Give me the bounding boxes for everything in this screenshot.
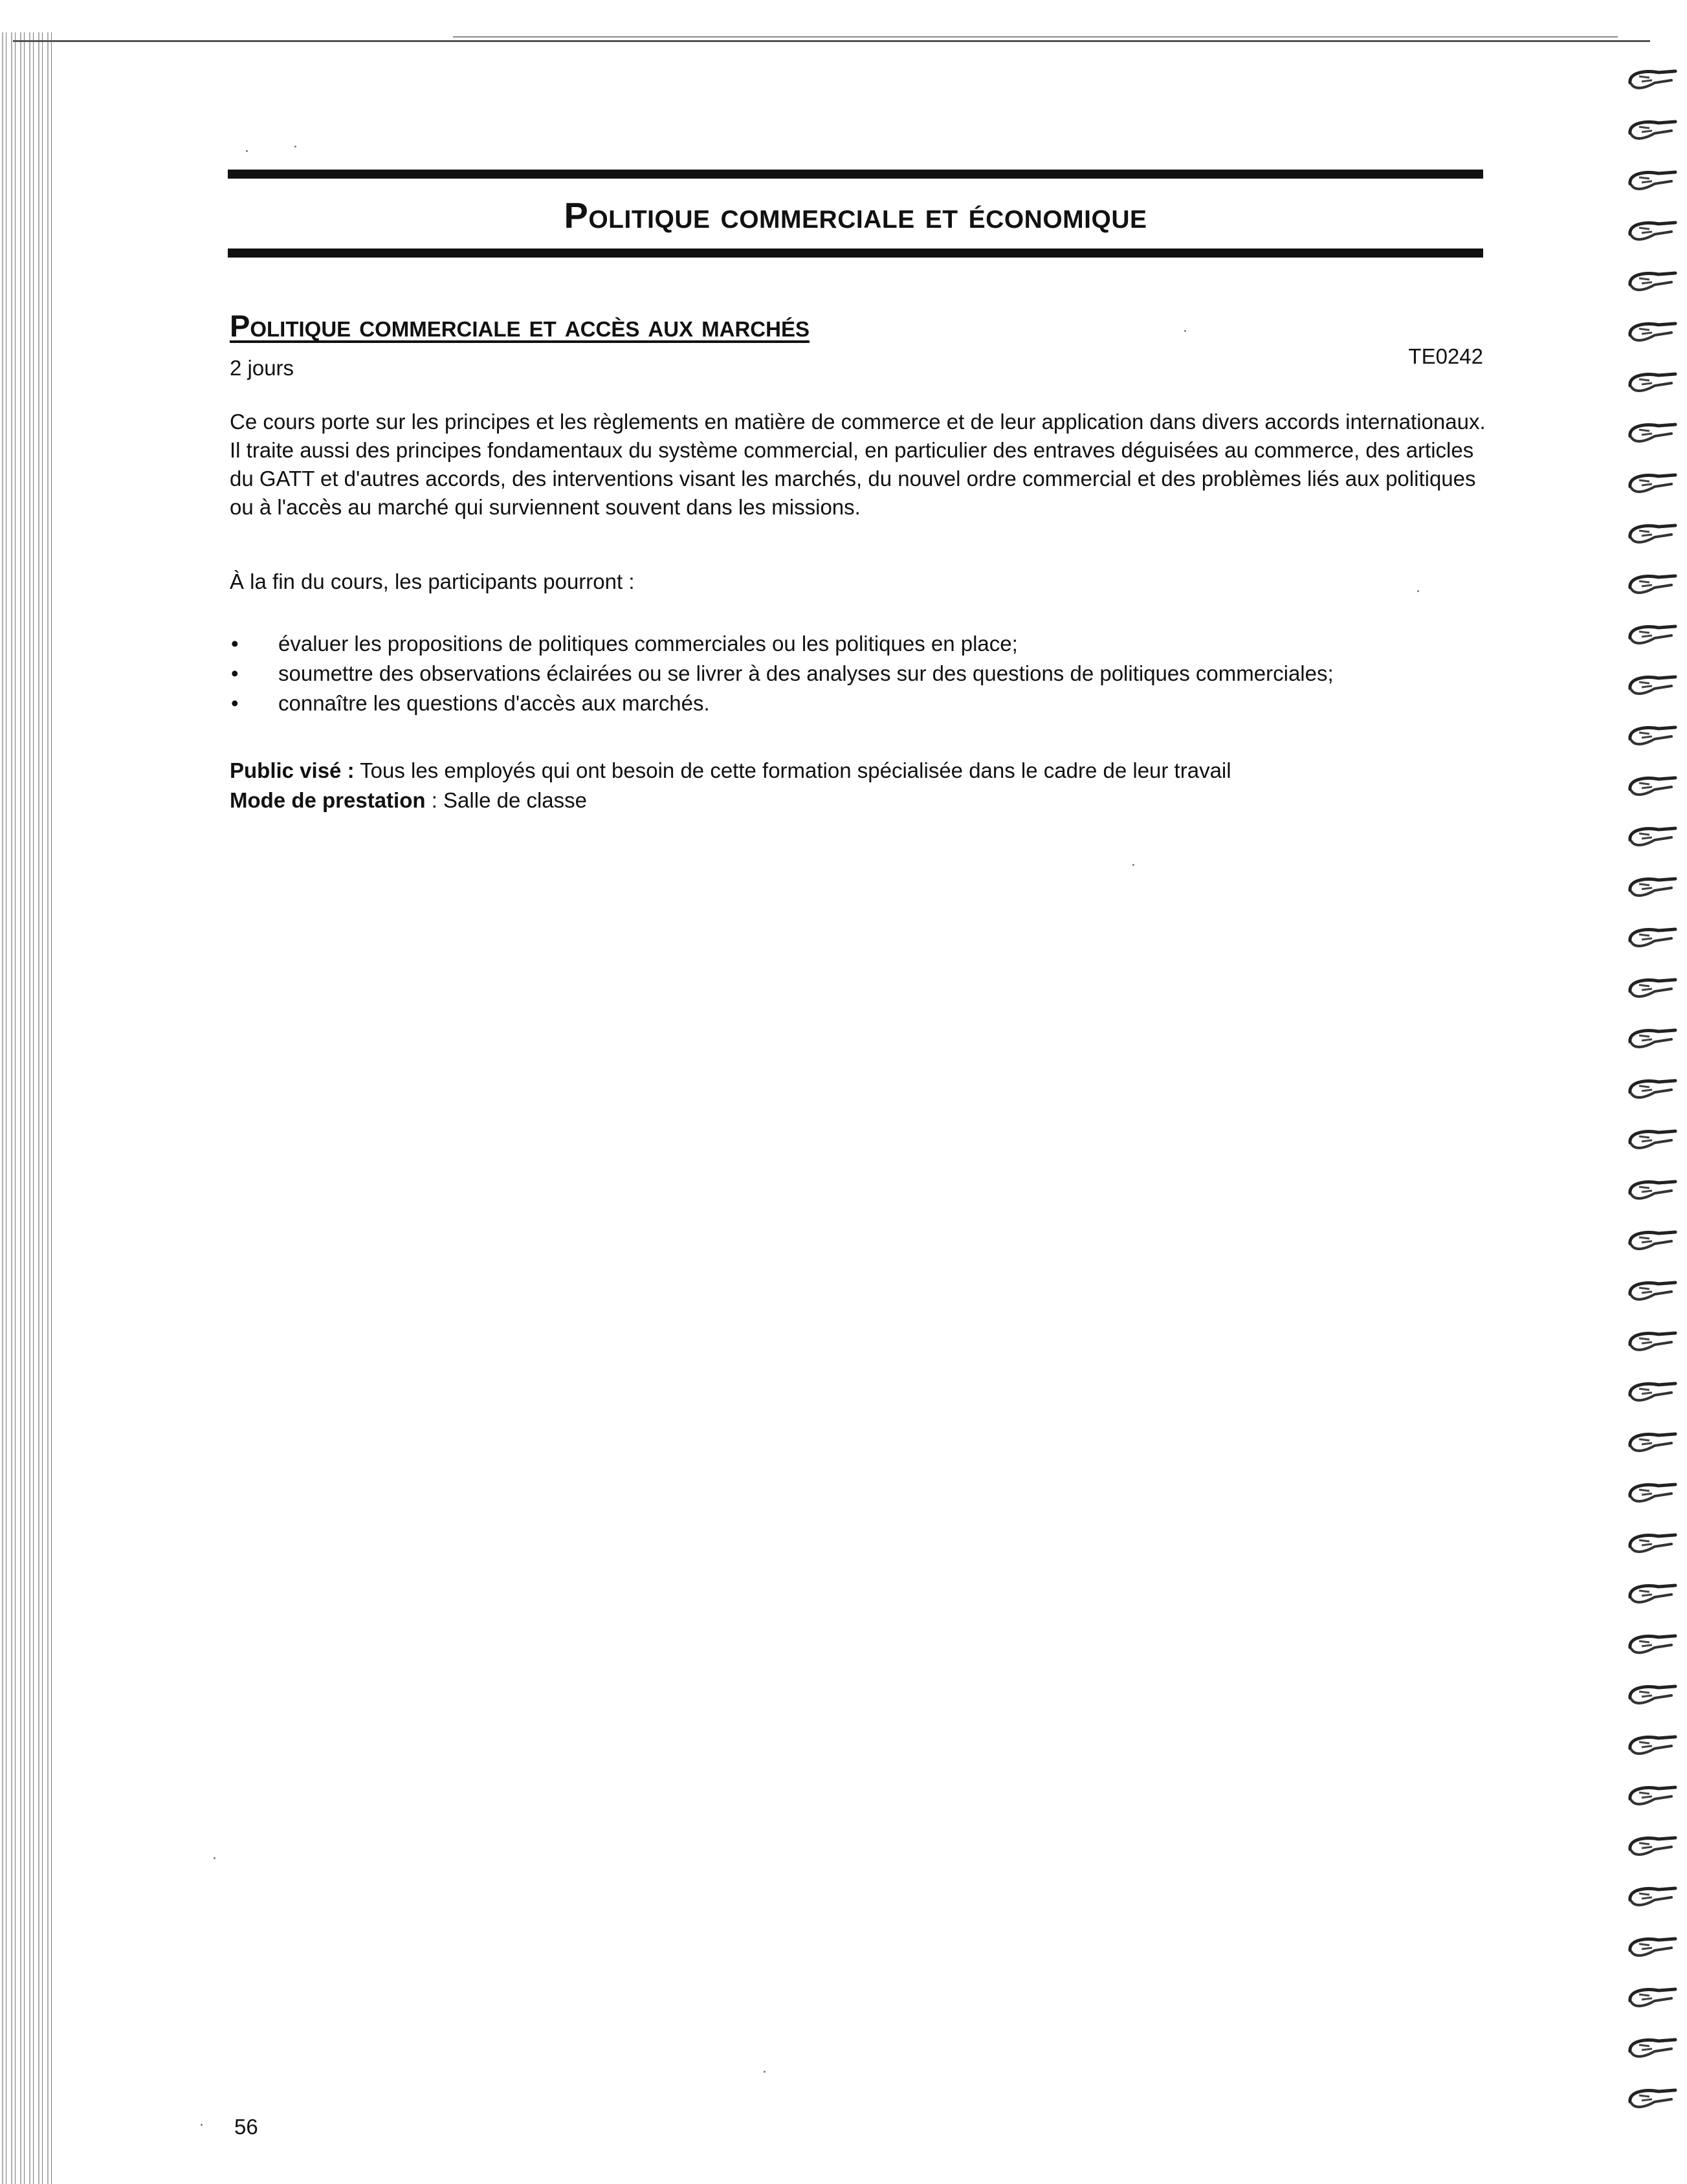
spiral-ring: [1626, 1528, 1678, 1558]
spiral-ring: [1626, 166, 1678, 195]
scan-speck: [246, 150, 248, 152]
delivery-mode: [230, 788, 587, 813]
spiral-ring: [1626, 1983, 1678, 2013]
scan-top-edge: [13, 40, 1650, 42]
scan-speck: [764, 2071, 766, 2073]
scan-top-edge-shadow: [453, 36, 1618, 38]
spiral-ring: [1626, 317, 1678, 347]
spiral-ring: [1626, 1276, 1678, 1306]
delivery-label: Mode de prestation: [230, 788, 426, 812]
spiral-ring: [1626, 872, 1678, 902]
delivery-value: Salle de classe: [443, 788, 588, 812]
objectives-intro: À la fin du cours, les participants pourront :: [230, 569, 635, 593]
spiral-ring: [1626, 1226, 1678, 1255]
scan-speck: [201, 2124, 203, 2126]
title-rule-bottom: [228, 248, 1483, 258]
objective-text: évaluer les propositions de politiques commerciales ou les politiques en place;: [278, 632, 1018, 656]
objective-item: [230, 689, 1334, 718]
spiral-ring: [1626, 569, 1678, 599]
spiral-ring: [1626, 670, 1678, 700]
spiral-ring: [1626, 973, 1678, 1003]
title-rule-top: [228, 170, 1483, 179]
spiral-ring: [1626, 1377, 1678, 1407]
spiral-ring: [1626, 1882, 1678, 1912]
spiral-ring: [1626, 1478, 1678, 1508]
spiral-ring: [1626, 1680, 1678, 1710]
spiral-ring: [1626, 1327, 1678, 1356]
spiral-ring: [1626, 469, 1678, 498]
scan-speck: [1132, 864, 1134, 866]
bullet: •: [231, 691, 239, 715]
spiral-ring: [1626, 519, 1678, 549]
spiral-ring: [1626, 1074, 1678, 1104]
objective-text: connaître les questions d'accès aux marchés.: [278, 691, 710, 715]
spiral-ring: [1626, 1831, 1678, 1861]
target-audience: [230, 758, 1231, 783]
spiral-ring: [1626, 721, 1678, 751]
scan-binding-edge: [0, 32, 52, 2184]
spiral-ring: [1626, 1629, 1678, 1659]
spiral-ring: [1626, 1781, 1678, 1811]
course-title: Politique commerciale et accès aux marchés: [230, 309, 810, 343]
spiral-ring: [1626, 771, 1678, 801]
spiral-ring: [1626, 2033, 1678, 2063]
spiral-ring: [1626, 1428, 1678, 1457]
spiral-ring: [1626, 65, 1678, 94]
course-description: Ce cours porte sur les principes et les règlements en matière de commerce et de leur application dans divers accords internationaux. Il traite aussi des principes fondamentaux du système commercial, en particulier des entraves déguisées au commerce, des articles du GATT et d'autres accords, des interventions visant les marchés, du nouvel ordre commercial et des problèmes liés aux politiques ou à l'accès au marché qui surviennent souvent dans les missions.: [230, 410, 1486, 519]
delivery-separator: :: [425, 788, 444, 812]
page-number: 56: [234, 2115, 258, 2139]
bullet: •: [231, 661, 239, 685]
course-duration: 2 jours: [230, 356, 294, 380]
spiral-binding: [1609, 65, 1687, 2174]
objectives-list: [230, 629, 1334, 718]
spiral-ring: [1626, 216, 1678, 246]
scan-speck: [1417, 590, 1419, 592]
spiral-ring: [1626, 267, 1678, 296]
bullet: •: [231, 632, 239, 656]
spiral-ring: [1626, 1932, 1678, 1962]
page-title: Politique commerciale et économique: [564, 195, 1147, 236]
scan-speck: [294, 146, 296, 148]
spiral-ring: [1626, 822, 1678, 852]
spiral-ring: [1626, 1730, 1678, 1760]
spiral-ring: [1626, 1125, 1678, 1154]
spiral-ring: [1626, 2084, 1678, 2113]
spiral-ring: [1626, 1024, 1678, 1053]
objective-item: [230, 629, 1334, 659]
spiral-ring: [1626, 1579, 1678, 1609]
spiral-ring: [1626, 923, 1678, 953]
audience-value: Tous les employés qui ont besoin de cette formation spécialisée dans le cadre de leur travail: [360, 758, 1231, 782]
course-code: TE0242: [1408, 344, 1483, 368]
spiral-ring: [1626, 1175, 1678, 1205]
spiral-ring: [1626, 418, 1678, 448]
spiral-ring: [1626, 620, 1678, 650]
audience-label: Public visé :: [230, 758, 355, 782]
objective-text: soumettre des observations éclairées ou se livrer à des analyses sur des questions de politiques commerciales;: [278, 661, 1334, 685]
scan-speck: [1184, 330, 1186, 332]
scan-speck: [214, 1857, 215, 1859]
spiral-ring: [1626, 115, 1678, 145]
spiral-ring: [1626, 368, 1678, 397]
objective-item: [230, 659, 1334, 689]
